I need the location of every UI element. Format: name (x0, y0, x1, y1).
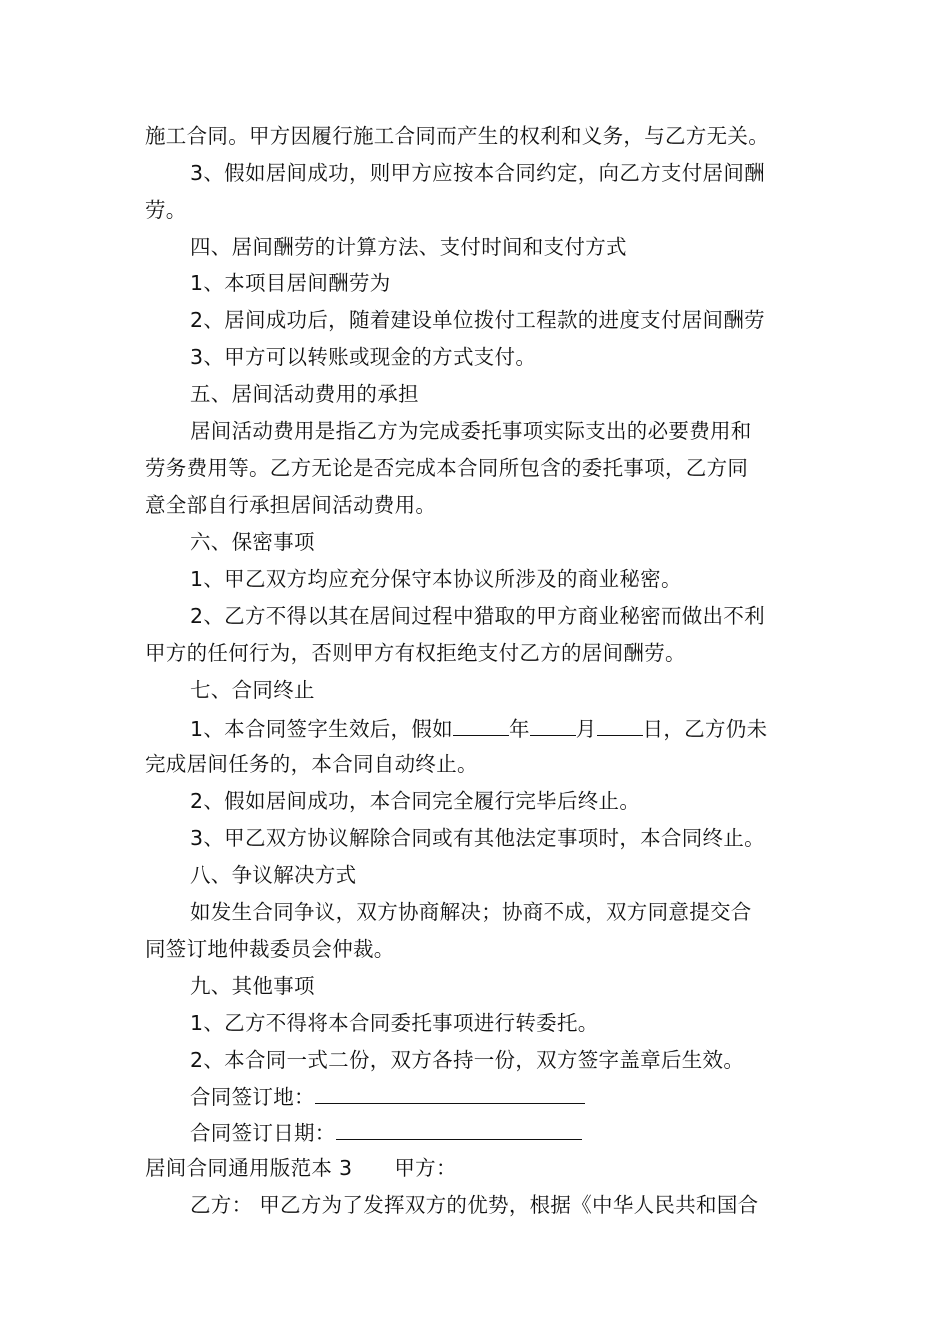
paragraph-line: 1、甲乙双方均应充分保守本协议所涉及的商业秘密。 (190, 567, 682, 591)
paragraph-line: 乙方： 甲乙方为了发挥双方的优势，根据《中华人民共和国合 (190, 1193, 759, 1217)
paragraph-line: 3、甲方可以转账或现金的方式支付。 (190, 345, 537, 369)
termination-date-line (190, 715, 767, 741)
paragraph-line: 3、假如居间成功，则甲方应按本合同约定，向乙方支付居间酬 (190, 161, 765, 185)
paragraph-line: 意全部自行承担居间活动费用。 (145, 493, 437, 517)
sign-date-label: 合同签订日期： (190, 1121, 336, 1145)
paragraph-line: 劳务费用等。乙方无论是否完成本合同所包含的委托事项，乙方同 (145, 456, 749, 480)
year-label: 年 (508, 717, 530, 741)
section-heading: 六、保密事项 (190, 530, 315, 554)
paragraph-line: 3、甲乙双方协议解除合同或有其他法定事项时，本合同终止。 (190, 826, 765, 850)
sign-place-label: 合同签订地： (190, 1085, 315, 1109)
section-heading: 五、居间活动费用的承担 (190, 382, 419, 406)
section-heading: 七、合同终止 (190, 678, 315, 702)
sign-date-blank[interactable] (336, 1119, 582, 1140)
year-blank[interactable] (453, 715, 509, 736)
day-blank[interactable] (597, 715, 643, 736)
paragraph-line: 2、居间成功后，随着建设单位拨付工程款的进度支付居间酬劳 (190, 308, 765, 332)
section-heading: 八、争议解决方式 (190, 863, 357, 887)
section-heading: 九、其他事项 (190, 974, 315, 998)
paragraph-line: 施工合同。甲方因履行施工合同而产生的权利和义务，与乙方无关。 (145, 124, 769, 148)
paragraph-line: 居间活动费用是指乙方为完成委托事项实际支出的必要费用和 (190, 419, 752, 443)
party-a-label: 甲方： (394, 1156, 457, 1180)
termination-prefix: 1、本合同签字生效后，假如 (190, 717, 453, 741)
paragraph-line: 1、本项目居间酬劳为 (190, 271, 391, 295)
paragraph-line: 甲方的任何行为，否则甲方有权拒绝支付乙方的居间酬劳。 (145, 641, 686, 665)
template-title: 居间合同通用版范本 3 (145, 1156, 353, 1180)
sign-date-line (190, 1119, 582, 1145)
paragraph-line: 同签订地仲裁委员会仲裁。 (145, 937, 395, 961)
month-blank[interactable] (530, 715, 576, 736)
paragraph-line: 如发生合同争议，双方协商解决；协商不成，双方同意提交合 (190, 900, 752, 924)
sign-place-blank[interactable] (315, 1083, 585, 1104)
paragraph-line: 劳。 (145, 198, 187, 222)
paragraph-line: 完成居间任务的，本合同自动终止。 (145, 752, 478, 776)
sign-place-line (190, 1083, 585, 1109)
template-title-line (145, 1156, 457, 1180)
paragraph-line: 2、假如居间成功，本合同完全履行完毕后终止。 (190, 789, 641, 813)
month-label: 月 (575, 717, 597, 741)
day-label: 日，乙方仍未 (642, 717, 768, 741)
paragraph-line: 2、乙方不得以其在居间过程中猎取的甲方商业秘密而做出不利 (190, 604, 765, 628)
paragraph-line: 2、本合同一式二份，双方各持一份，双方签字盖章后生效。 (190, 1048, 745, 1072)
section-heading: 四、居间酬劳的计算方法、支付时间和支付方式 (190, 235, 627, 259)
paragraph-line: 1、乙方不得将本合同委托事项进行转委托。 (190, 1011, 599, 1035)
